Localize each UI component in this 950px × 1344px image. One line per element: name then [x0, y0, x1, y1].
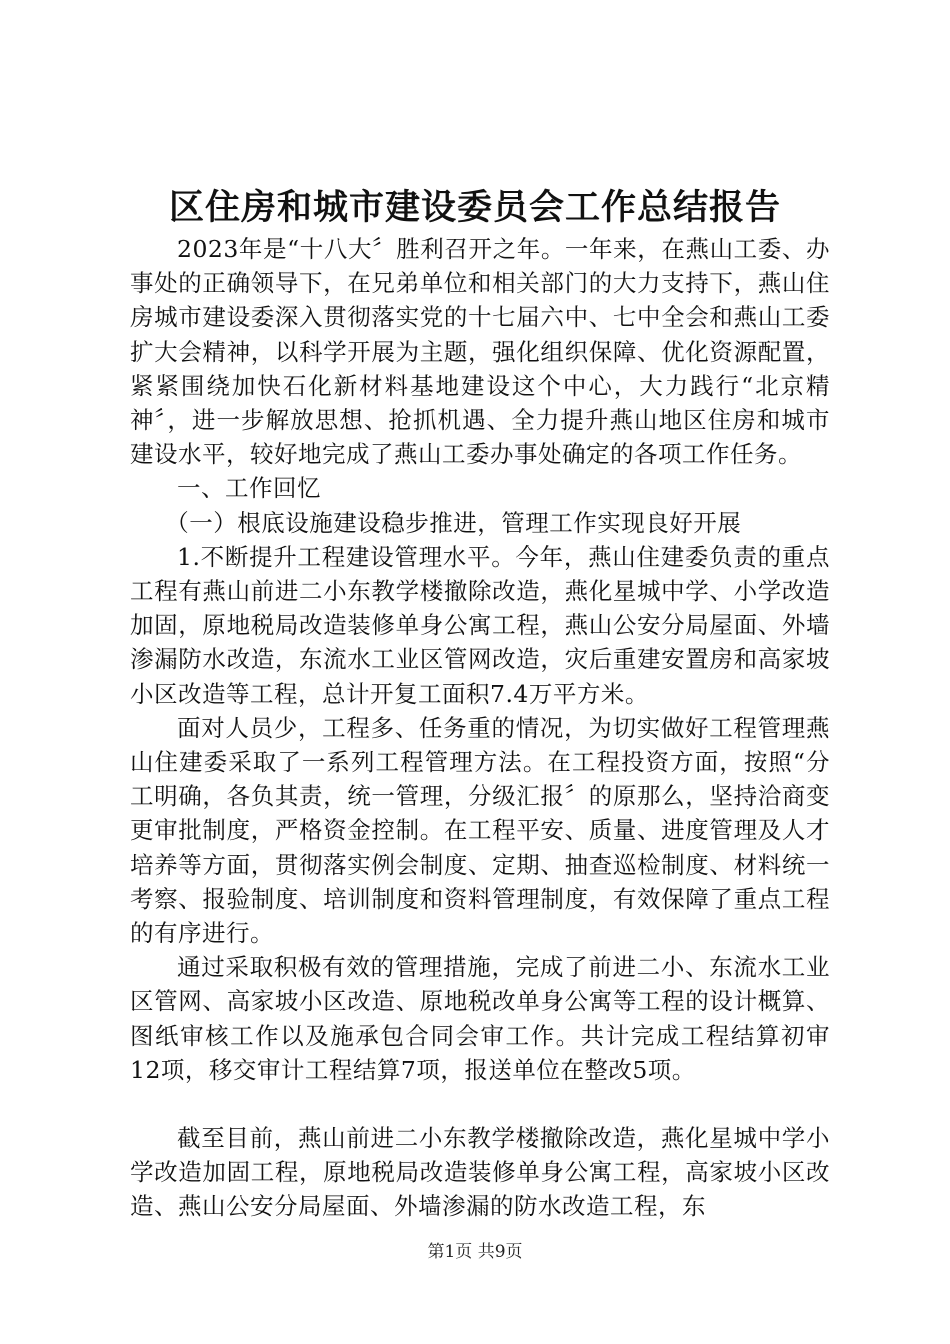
page-footer: 第1页 共9页	[427, 1242, 523, 1262]
paragraph-gap	[130, 1087, 830, 1121]
document-body	[130, 232, 830, 1224]
paragraph-item-1: 1.不断提升工程建设管理水平。今年，燕山住建委负责的重点工程有燕山前进二小东教学楼撤除改造，燕化星城中学、小学改造加固，原地税局改造装修单身公寓工程，燕山公安分局屋面、外墙渗漏防水改造，东流水工业区管网改造，灾后重建安置房和高家坡小区改造等工程，总计开复工面积7.4万平方米。	[130, 542, 830, 708]
paragraph-management: 面对人员少，工程多、任务重的情况，为切实做好工程管理燕山住建委采取了一系列工程管理方法。在工程投资方面，按照“分工明确，各负其责，统一管理，分级汇报〞的原那么，坚持洽商变更审批制度，严格资金控制。在工程平安、质量、进度管理及人才培养等方面，贯彻落实例会制度、定期、抽查巡检制度、材料统一考察、报验制度、培训制度和资料管理制度，有效保障了重点工程的有序进行。	[130, 713, 830, 948]
section-heading: 一、工作回忆	[177, 474, 321, 503]
paragraph-measures: 通过采取积极有效的管理措施，完成了前进二小、东流水工业区管网、高家坡小区改造、原地税改单身公寓等工程的设计概算、图纸审核工作以及施承包合同会审工作。共计完成工程结算初审12项，移交审计工程结算7项，报送单位在整改5项。	[130, 953, 830, 1084]
document-title: 区住房和城市建设委员会工作总结报告	[168, 187, 781, 228]
paragraph-progress: 截至目前，燕山前进二小东教学楼撤除改造，燕化星城中学小学改造加固工程，原地税局改造装修单身公寓工程，高家坡小区改造、燕山公安分局屋面、外墙渗漏的防水改造工程，东	[130, 1124, 830, 1221]
paragraph-intro: 2023年是“十八大〞胜利召开之年。一年来，在燕山工委、办事处的正确领导下，在兄弟单位和相关部门的大力支持下，燕山住房城市建设委深入贯彻落实党的十七届六中、七中全会和燕山工委扩大会精神，以科学开展为主题，强化组织保障、优化资源配置，紧紧围绕加快石化新材料基地建设这个中心，大力践行“北京精神〞，进一步解放思想、抢抓机遇、全力提升燕山地区住房和城市建设水平，较好地完成了燕山工委办事处确定的各项工作任务。	[130, 235, 830, 469]
subsection-heading: （一）根底设施建设稳步推进，管理工作实现良好开展	[165, 508, 742, 537]
